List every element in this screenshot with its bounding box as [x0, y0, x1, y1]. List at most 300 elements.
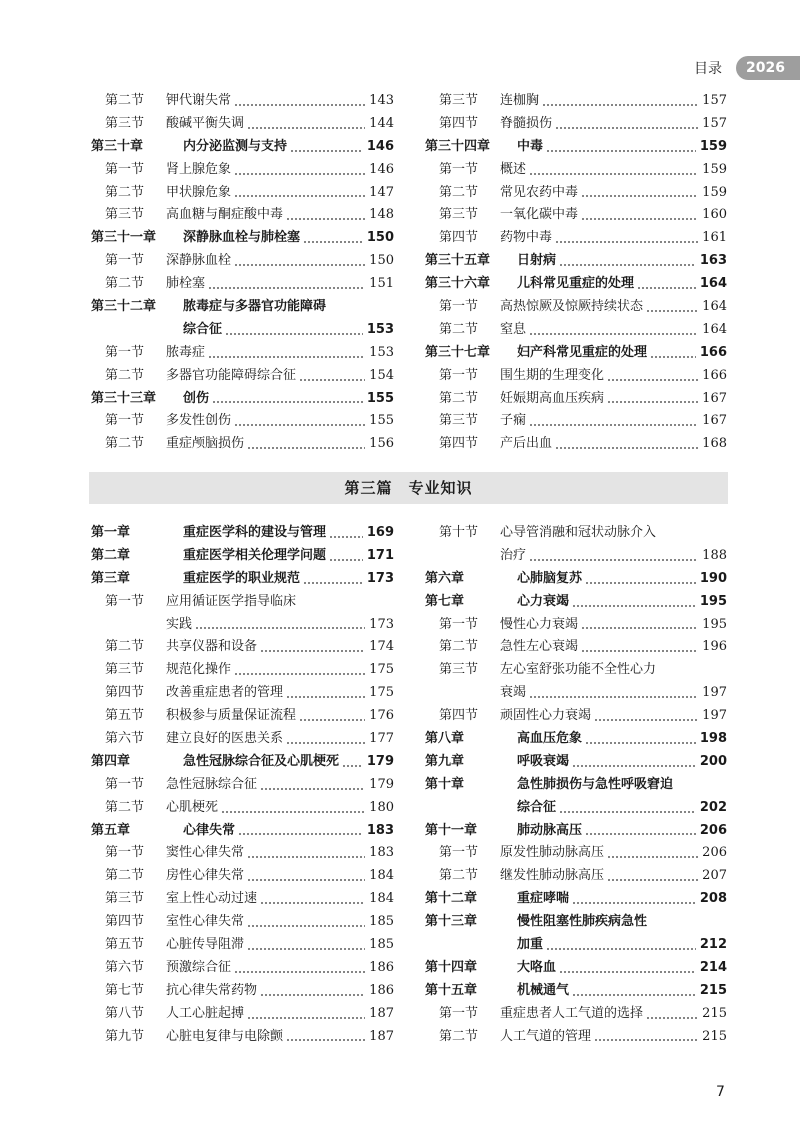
dot-leader — [646, 1017, 698, 1019]
dot-leader — [208, 356, 365, 358]
toc-entry-page: 156 — [369, 436, 394, 452]
toc-entry-label: 第十二章 — [425, 891, 478, 907]
dot-leader — [594, 1039, 698, 1041]
toc-entry-label: 第六节 — [105, 959, 145, 975]
toc-entry-page: 197 — [702, 708, 727, 724]
toc-entry — [425, 957, 727, 980]
toc-entry-label: 第八节 — [105, 1005, 145, 1021]
toc-entry-title: 深静脉血栓与肺栓塞 — [183, 230, 301, 246]
toc-entry-title: 心脏电复律与电除颤 — [166, 1028, 284, 1044]
toc-entry — [425, 159, 727, 182]
toc-entry-label: 第五节 — [105, 937, 145, 953]
toc-entry-title: 甲状腺危象 — [166, 184, 232, 200]
toc-entry — [91, 659, 394, 682]
toc-entry-page: 146 — [366, 138, 394, 154]
toc-entry-title: 重症哮喘 — [517, 891, 570, 907]
toc-entry-page: 166 — [699, 344, 727, 360]
dot-leader — [329, 559, 363, 561]
toc-entry-label: 第三章 — [91, 570, 131, 586]
dot-leader — [637, 287, 696, 289]
dot-leader — [581, 650, 698, 652]
toc-entry — [425, 319, 727, 342]
toc-entry-title: 应用循证医学指导临床 — [166, 593, 297, 609]
dot-leader — [555, 127, 698, 129]
dot-leader — [234, 971, 365, 973]
toc-entry-page: 190 — [699, 570, 727, 586]
toc-entry-label: 第四节 — [105, 685, 145, 701]
toc-entry — [91, 591, 394, 614]
toc-entry-title: 围生期的生理变化 — [500, 367, 605, 383]
toc-entry-title: 深静脉血栓 — [166, 253, 232, 269]
toc-entry-title: 左心室舒张功能不全性心力 — [500, 662, 657, 678]
dot-leader — [247, 127, 365, 129]
toc-entry-title: 日射病 — [517, 253, 557, 269]
toc-entry-label: 第一节 — [439, 845, 479, 861]
toc-entry-label: 第二节 — [439, 639, 479, 655]
toc-entry-label: 第二节 — [105, 868, 145, 884]
toc-column-lower-left — [91, 522, 394, 1048]
toc-entry-label: 第二节 — [439, 390, 479, 406]
toc-entry — [425, 911, 727, 934]
toc-entry-page: 215 — [702, 1005, 727, 1021]
toc-entry-title: 改善重症患者的管理 — [166, 685, 284, 701]
toc-entry-label: 第一节 — [105, 253, 145, 269]
toc-entry-title: 连枷胸 — [500, 93, 540, 108]
toc-entry-label: 第三节 — [439, 93, 479, 108]
dot-leader — [286, 218, 365, 220]
toc-entry — [425, 90, 727, 113]
toc-entry-label: 第一章 — [91, 525, 131, 540]
toc-entry-title: 酸碱平衡失调 — [166, 115, 245, 131]
toc-entry-title: 概述 — [500, 161, 527, 177]
toc-entry-page: 157 — [702, 115, 727, 131]
toc-entry — [425, 682, 727, 705]
toc-entry-title: 呼吸衰竭 — [517, 753, 570, 769]
toc-entry-title: 慢性阻塞性肺疾病急性 — [517, 914, 648, 930]
toc-entry-page: 147 — [369, 184, 394, 200]
toc-entry-page: 206 — [702, 845, 727, 861]
dot-leader — [529, 696, 698, 698]
dot-leader — [247, 948, 365, 950]
dot-leader — [342, 765, 363, 767]
toc-entry — [91, 865, 394, 888]
toc-entry-label: 第三节 — [105, 662, 145, 678]
dot-leader — [247, 925, 365, 927]
dot-leader — [542, 104, 698, 106]
toc-entry-page: 179 — [366, 753, 394, 769]
toc-entry-label: 第五章 — [91, 822, 131, 838]
toc-entry-title: 积极参与质量保证流程 — [166, 708, 297, 724]
toc-entry-page: 159 — [702, 184, 727, 200]
toc-entry-title: 重症患者人工气道的选择 — [500, 1005, 644, 1021]
toc-entry-label: 第一节 — [105, 845, 145, 861]
toc-entry-page: 150 — [366, 230, 394, 246]
dot-leader — [299, 719, 365, 721]
running-header-label: 目录 — [694, 61, 722, 77]
dot-leader — [581, 195, 698, 197]
toc-entry-label: 第六章 — [425, 570, 465, 586]
toc-entry — [91, 388, 394, 411]
toc-entry-title: 妊娠期高血压疾病 — [500, 390, 605, 406]
toc-entry-page: 167 — [702, 413, 727, 429]
toc-entry-title: 衰竭 — [500, 685, 527, 701]
toc-entry-title: 子痫 — [500, 413, 527, 429]
toc-entry-label: 第一节 — [105, 776, 145, 792]
toc-entry-title: 高血糖与酮症酸中毒 — [166, 207, 284, 223]
toc-entry — [425, 388, 727, 411]
toc-entry-title: 室上性心动过速 — [166, 891, 258, 907]
toc-column-upper-right — [425, 90, 727, 456]
part-title-banner: 第三篇 专业知识 — [89, 472, 728, 504]
toc-entry-page: 171 — [366, 547, 394, 563]
toc-entry-label: 第四节 — [439, 115, 479, 131]
dot-leader — [290, 150, 363, 152]
toc-entry — [425, 182, 727, 205]
toc-entry-label: 第三十四章 — [425, 138, 491, 154]
toc-entry-page: 173 — [366, 570, 394, 586]
toc-entry-title: 心导管消融和冠状动脉介入 — [500, 525, 657, 540]
toc-entry-title: 加重 — [517, 937, 544, 953]
dot-leader — [247, 856, 365, 858]
toc-entry-title: 脓毒症 — [166, 344, 206, 360]
toc-entry — [91, 957, 394, 980]
dot-leader — [585, 742, 696, 744]
running-header-year-tab: 2026 — [736, 56, 800, 80]
toc-entry-page: 188 — [702, 547, 727, 563]
toc-entry-page: 150 — [369, 253, 394, 269]
toc-entry-title: 建立良好的医患关系 — [166, 731, 284, 747]
toc-entry — [91, 797, 394, 820]
toc-entry-page: 160 — [702, 207, 727, 223]
toc-entry-page: 155 — [369, 413, 394, 429]
toc-entry-label: 第三节 — [105, 891, 145, 907]
toc-entry-title: 原发性肺动脉高压 — [500, 845, 605, 861]
dot-leader — [212, 401, 363, 403]
toc-entry — [91, 522, 394, 545]
toc-entry-label: 第三节 — [439, 662, 479, 678]
toc-entry-label: 第一节 — [105, 593, 145, 609]
dot-leader — [572, 994, 696, 996]
toc-entry-page: 159 — [699, 138, 727, 154]
toc-entry-title: 急性冠脉综合征 — [166, 776, 258, 792]
toc-entry-title: 预激综合征 — [166, 959, 232, 975]
toc-entry — [91, 159, 394, 182]
toc-entry — [425, 842, 727, 865]
toc-entry — [425, 113, 727, 136]
toc-entry-title: 慢性心力衰竭 — [500, 616, 579, 632]
dot-leader — [208, 287, 365, 289]
dot-leader — [594, 719, 698, 721]
toc-entry-page: 177 — [369, 731, 394, 747]
toc-entry-page: 159 — [702, 161, 727, 177]
toc-entry-title: 多发性创伤 — [166, 413, 232, 429]
toc-entry-page: 187 — [369, 1005, 394, 1021]
dot-leader — [607, 401, 698, 403]
toc-entry-label: 第三节 — [105, 115, 145, 131]
toc-entry — [91, 182, 394, 205]
toc-entry-label: 第七章 — [425, 593, 465, 609]
toc-entry-label: 第九章 — [425, 753, 465, 769]
toc-entry — [91, 227, 394, 250]
toc-entry-label: 第一节 — [105, 161, 145, 177]
toc-entry-page: 185 — [369, 937, 394, 953]
dot-leader — [529, 559, 698, 561]
toc-entry-label: 第十节 — [439, 525, 479, 540]
toc-entry-label: 第三十五章 — [425, 253, 491, 269]
toc-entry-label: 第二节 — [105, 276, 145, 292]
dot-leader — [572, 765, 696, 767]
dot-leader — [303, 582, 363, 584]
toc-entry-title: 大咯血 — [517, 959, 557, 975]
toc-entry — [425, 705, 727, 728]
toc-entry-title: 产后出血 — [500, 436, 553, 452]
toc-entry-page: 163 — [699, 253, 727, 269]
toc-entry-title: 窦性心律失常 — [166, 845, 245, 861]
toc-entry-title: 重症医学科的建设与管理 — [183, 525, 327, 540]
toc-entry-label: 第七节 — [105, 982, 145, 998]
dot-leader — [572, 902, 696, 904]
toc-entry-label: 第十四章 — [425, 959, 478, 975]
dot-leader — [650, 356, 696, 358]
dot-leader — [546, 948, 696, 950]
toc-entry-page: 175 — [369, 662, 394, 678]
toc-entry-title: 心肺脑复苏 — [517, 570, 583, 586]
toc-entry-title: 一氧化碳中毒 — [500, 207, 579, 223]
toc-entry-title: 重症颅脑损伤 — [166, 436, 245, 452]
toc-entry-page: 184 — [369, 891, 394, 907]
toc-entry-page: 197 — [702, 685, 727, 701]
toc-entry-label: 第一节 — [439, 367, 479, 383]
dot-leader — [299, 379, 365, 381]
dot-leader — [581, 218, 698, 220]
toc-entry-label: 第十三章 — [425, 914, 478, 930]
toc-entry — [425, 797, 727, 820]
dot-leader — [260, 994, 365, 996]
toc-entry-title: 治疗 — [500, 547, 527, 563]
toc-entry — [425, 204, 727, 227]
toc-entry-label: 第三十章 — [91, 138, 144, 154]
toc-entry-label: 第一节 — [439, 299, 479, 315]
toc-entry-title: 中毒 — [517, 138, 544, 154]
toc-entry-page: 157 — [702, 93, 727, 108]
toc-entry — [91, 888, 394, 911]
toc-entry — [91, 410, 394, 433]
toc-entry-label: 第二节 — [439, 184, 479, 200]
toc-entry-title: 综合征 — [517, 799, 557, 815]
toc-entry — [91, 820, 394, 843]
dot-leader — [247, 447, 365, 449]
toc-entry-title: 重症医学相关伦理学问题 — [183, 547, 327, 563]
dot-leader — [260, 650, 365, 652]
toc-entry-label: 第四章 — [91, 753, 131, 769]
toc-entry — [91, 1003, 394, 1026]
toc-entry-page: 166 — [702, 367, 727, 383]
dot-leader — [195, 627, 365, 629]
toc-entry-page: 161 — [702, 230, 727, 246]
toc-entry — [425, 865, 727, 888]
toc-entry — [425, 250, 727, 273]
toc-entry-title: 肺动脉高压 — [517, 822, 583, 838]
toc-entry-title: 常见农药中毒 — [500, 184, 579, 200]
dot-leader — [286, 696, 365, 698]
toc-entry-page: 143 — [369, 93, 394, 108]
toc-entry-page: 153 — [366, 321, 394, 337]
toc-entry — [91, 751, 394, 774]
toc-entry — [91, 433, 394, 456]
toc-entry-label: 第六节 — [105, 731, 145, 747]
toc-entry-title: 内分泌监测与支持 — [183, 138, 288, 154]
dot-leader — [247, 1017, 365, 1019]
toc-entry — [425, 433, 727, 456]
dot-leader — [559, 811, 696, 813]
toc-entry — [425, 728, 727, 751]
toc-entry-page: 208 — [699, 891, 727, 907]
toc-entry-label: 第四节 — [105, 914, 145, 930]
toc-entry-page: 179 — [369, 776, 394, 792]
toc-entry-title: 脓毒症与多器官功能障碍 — [183, 299, 327, 315]
toc-entry — [91, 728, 394, 751]
toc-entry — [91, 296, 394, 319]
dot-leader — [529, 424, 698, 426]
toc-entry-page: 215 — [702, 1028, 727, 1044]
toc-entry-label: 第四节 — [439, 230, 479, 246]
toc-entry-page: 202 — [699, 799, 727, 815]
toc-entry — [425, 751, 727, 774]
toc-entry-page: 198 — [699, 731, 727, 747]
toc-entry-title: 高热惊厥及惊厥持续状态 — [500, 299, 644, 315]
toc-entry-label: 第十五章 — [425, 982, 478, 998]
dot-leader — [555, 447, 698, 449]
toc-entry — [91, 319, 394, 342]
toc-entry — [91, 705, 394, 728]
toc-entry — [91, 911, 394, 934]
dot-leader — [234, 104, 365, 106]
toc-entry — [425, 659, 727, 682]
toc-entry-title: 继发性肺动脉高压 — [500, 868, 605, 884]
toc-entry — [425, 522, 727, 545]
toc-entry-label: 第三十七章 — [425, 344, 491, 360]
toc-entry-title: 共享仪器和设备 — [166, 639, 258, 655]
toc-entry — [425, 568, 727, 591]
dot-leader — [529, 333, 698, 335]
toc-entry-title: 人工气道的管理 — [500, 1028, 592, 1044]
toc-entry-page: 214 — [699, 959, 727, 975]
toc-entry-page: 175 — [369, 685, 394, 701]
toc-entry-label: 第二节 — [105, 93, 145, 108]
dot-leader — [546, 150, 696, 152]
toc-entry-title: 肾上腺危象 — [166, 161, 232, 177]
toc-entry-title: 机械通气 — [517, 982, 570, 998]
toc-entry — [91, 980, 394, 1003]
toc-column-upper-left — [91, 90, 394, 456]
toc-entry — [425, 273, 727, 296]
dot-leader — [585, 833, 696, 835]
toc-entry-title: 脊髓损伤 — [500, 115, 553, 131]
toc-entry — [91, 682, 394, 705]
toc-entry-label: 第八章 — [425, 731, 465, 747]
toc-entry-page: 169 — [366, 525, 394, 540]
toc-entry-title: 心脏传导阻滞 — [166, 937, 245, 953]
toc-entry — [91, 136, 394, 159]
toc-entry — [425, 614, 727, 637]
toc-entry-title: 钾代谢失常 — [166, 93, 232, 108]
toc-entry-page: 215 — [699, 982, 727, 998]
toc-entry-page: 195 — [702, 616, 727, 632]
dot-leader — [234, 264, 365, 266]
dot-leader — [559, 971, 696, 973]
toc-entry — [425, 296, 727, 319]
page-number: 7 — [716, 1084, 725, 1100]
toc-entry — [425, 934, 727, 957]
toc-entry-label: 第一节 — [105, 344, 145, 360]
toc-entry-page: 164 — [702, 321, 727, 337]
dot-leader — [585, 582, 696, 584]
toc-entry-title: 重症医学的职业规范 — [183, 570, 301, 586]
toc-entry — [425, 888, 727, 911]
toc-entry-title: 急性左心衰竭 — [500, 639, 579, 655]
toc-entry-label: 第一节 — [439, 616, 479, 632]
toc-entry — [425, 774, 727, 797]
toc-entry-title: 心肌梗死 — [166, 799, 219, 815]
toc-entry-page: 153 — [369, 344, 394, 360]
toc-entry-title: 心律失常 — [183, 822, 236, 838]
dot-leader — [555, 241, 698, 243]
toc-entry — [91, 614, 394, 637]
toc-entry-label: 第四节 — [439, 708, 479, 724]
dot-leader — [607, 879, 698, 881]
dot-leader — [234, 673, 365, 675]
toc-entry-label: 第一节 — [439, 1005, 479, 1021]
toc-entry-page: 186 — [369, 959, 394, 975]
dot-leader — [559, 264, 696, 266]
toc-entry — [425, 545, 727, 568]
toc-entry-label: 第二节 — [105, 799, 145, 815]
toc-entry — [91, 273, 394, 296]
toc-entry-label: 第九节 — [105, 1028, 145, 1044]
toc-entry — [425, 227, 727, 250]
toc-entry-label: 第三十二章 — [91, 299, 157, 315]
toc-entry-label: 第二节 — [105, 367, 145, 383]
toc-entry-page: 200 — [699, 753, 727, 769]
toc-entry-label: 第十一章 — [425, 822, 478, 838]
toc-entry — [425, 1003, 727, 1026]
toc-entry — [425, 1026, 727, 1049]
dot-leader — [247, 879, 365, 881]
dot-leader — [607, 379, 698, 381]
toc-entry — [91, 636, 394, 659]
toc-entry-label: 第二节 — [439, 321, 479, 337]
dot-leader — [260, 788, 365, 790]
toc-entry — [91, 113, 394, 136]
toc-entry-label: 第一节 — [439, 161, 479, 177]
toc-entry-label: 第三节 — [439, 413, 479, 429]
toc-entry-page: 206 — [699, 822, 727, 838]
toc-entry-page: 180 — [369, 799, 394, 815]
toc-entry — [91, 204, 394, 227]
toc-entry-page: 164 — [699, 276, 727, 292]
dot-leader — [221, 811, 365, 813]
toc-entry-label: 第二节 — [105, 436, 145, 452]
toc-entry — [425, 636, 727, 659]
toc-entry-page: 183 — [369, 845, 394, 861]
toc-entry-page: 207 — [702, 868, 727, 884]
toc-entry-label: 第三节 — [439, 207, 479, 223]
toc-entry-title: 心力衰竭 — [517, 593, 570, 609]
toc-entry-page: 168 — [702, 436, 727, 452]
toc-entry — [91, 90, 394, 113]
toc-entry — [425, 136, 727, 159]
toc-entry — [425, 820, 727, 843]
